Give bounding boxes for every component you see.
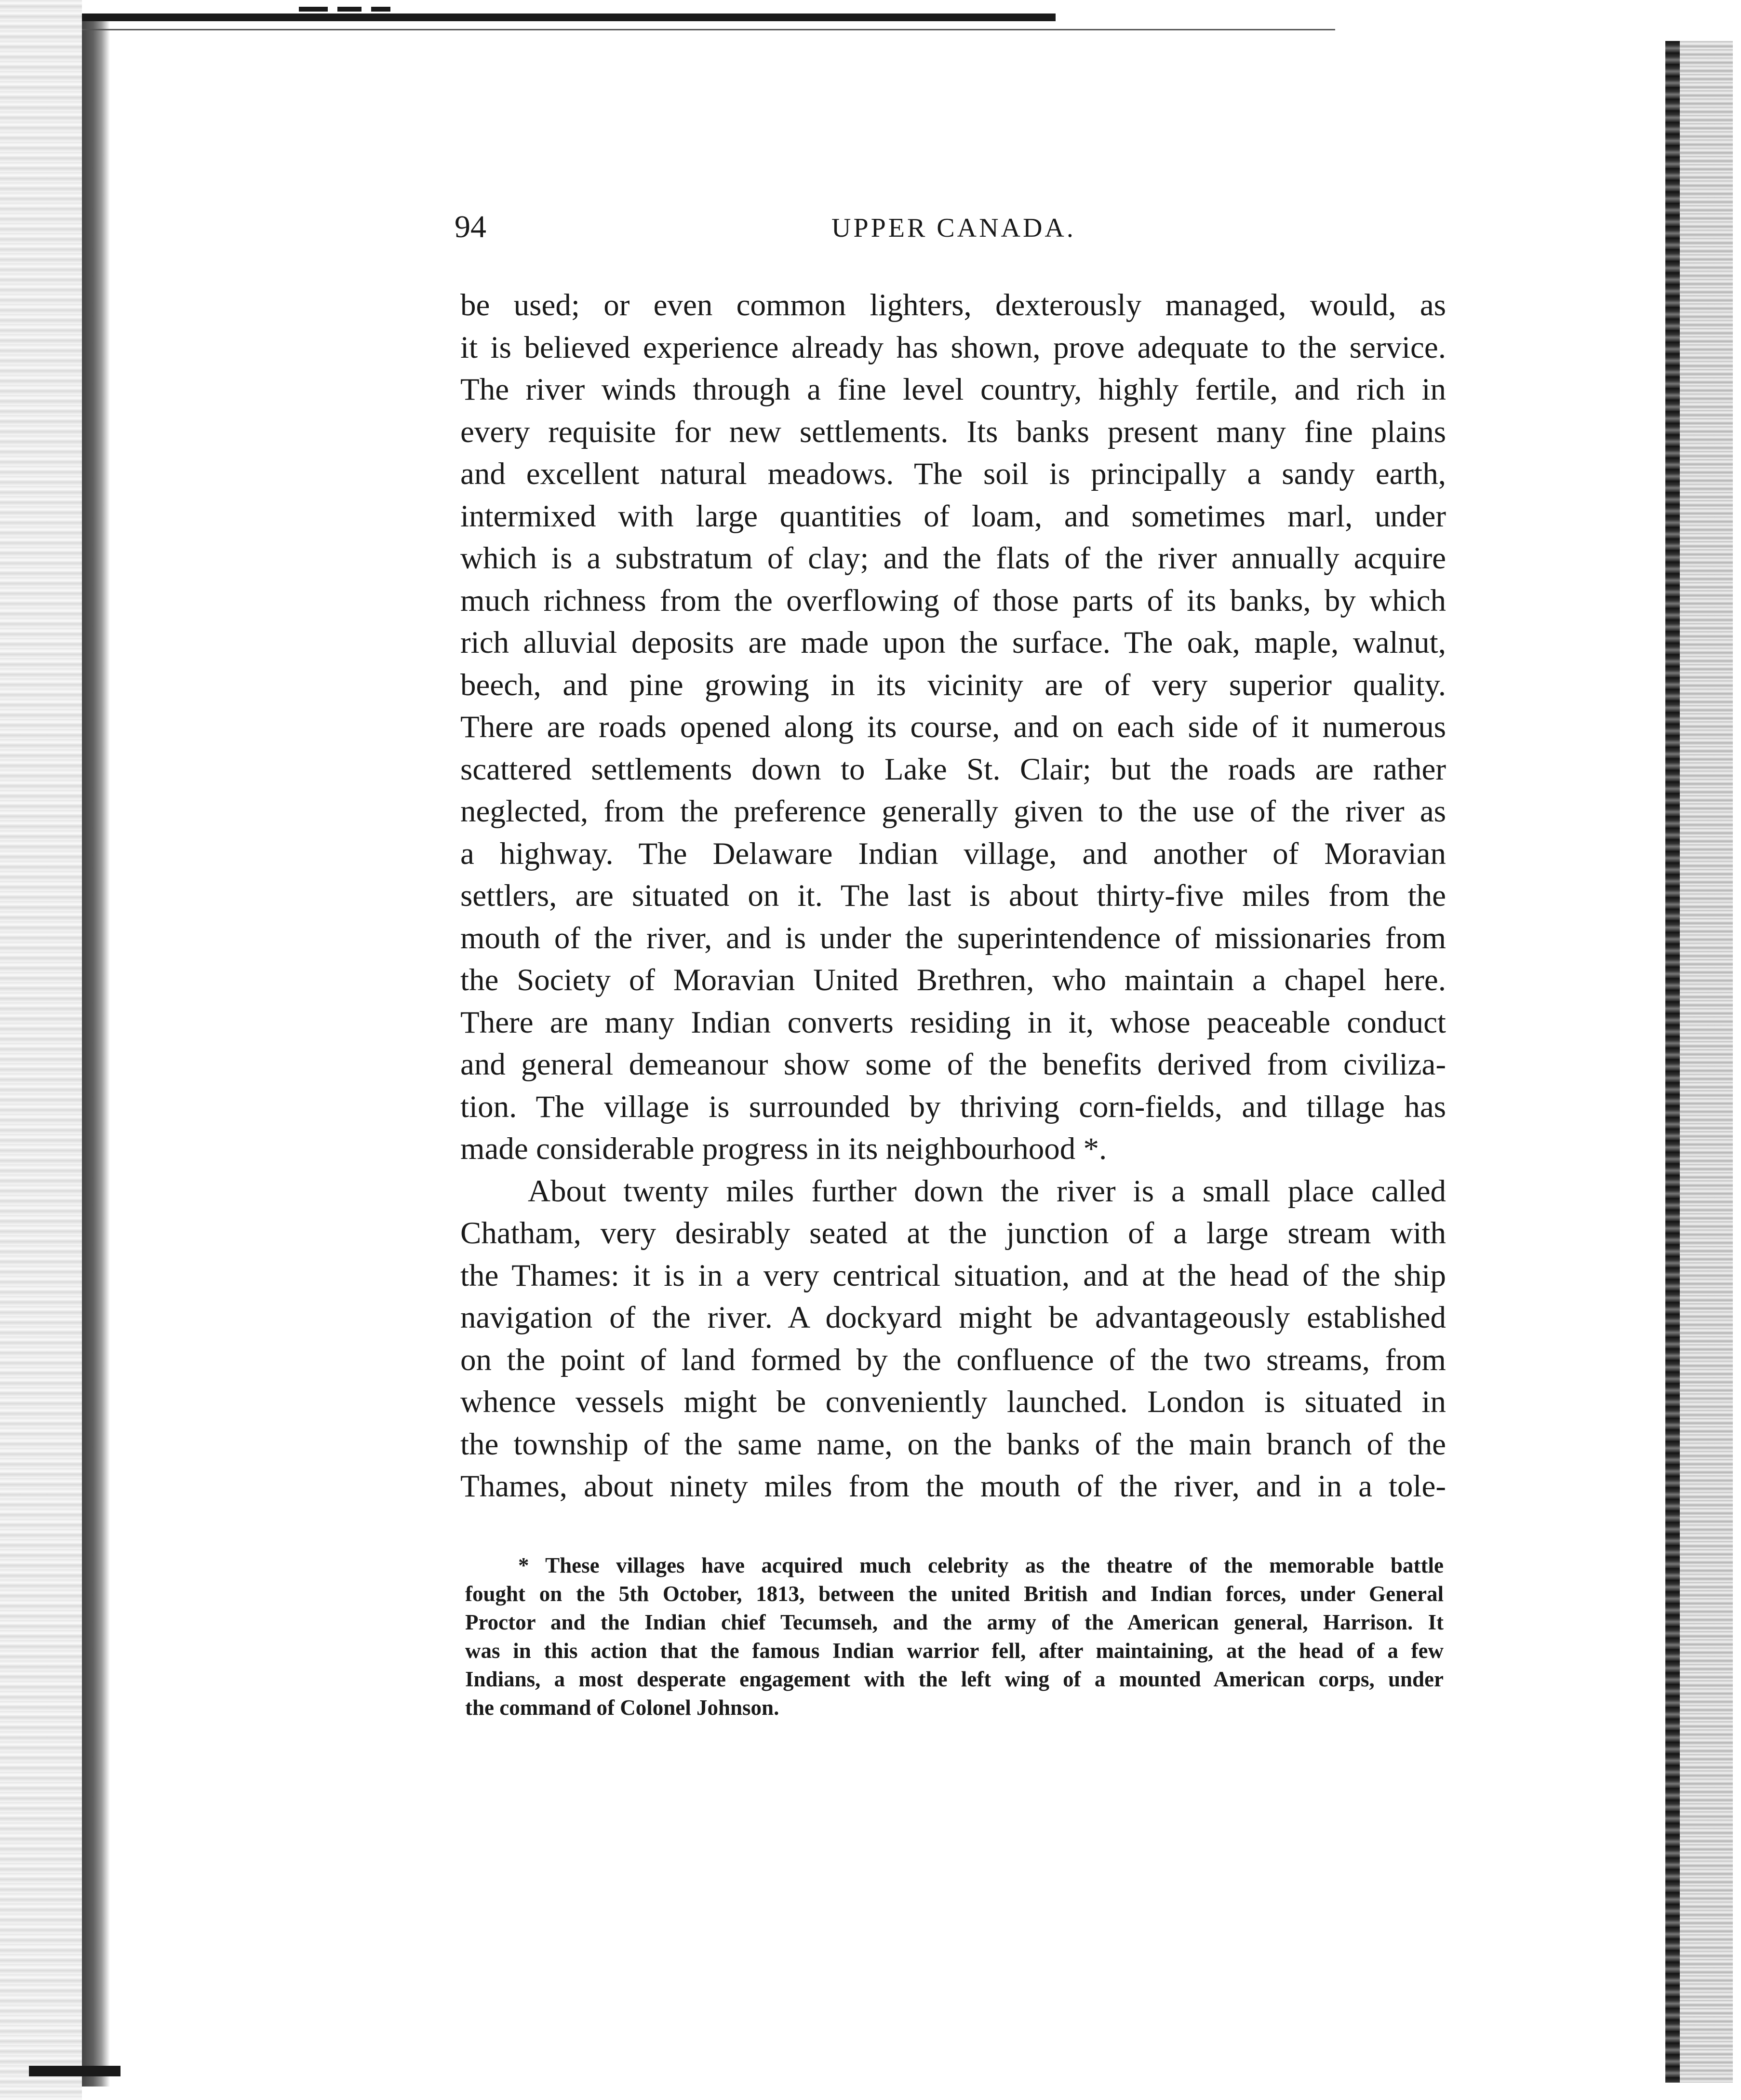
text-line: neglected, from the preference generally given to the use of the river as (460, 794, 1446, 829)
text-line: scattered settlements down to Lake St. Clair; but the roads are rather (460, 752, 1446, 787)
text-line: it is believed experience already has shown, prove adequate to the service. (460, 330, 1446, 365)
text-line: whence vessels might be conveniently launched. London is situated in (460, 1385, 1446, 1419)
text-line: made considerable progress in its neighbourhood *. (460, 1131, 1107, 1166)
text-line: settlers, are situated on it. The last is about thirty-five miles from the (460, 878, 1446, 913)
text-line: the Thames: it is in a very centrical situation, and at the head of the ship (460, 1258, 1446, 1293)
scan-binding-shadow (0, 0, 82, 2100)
footnote-line: Proctor and the Indian chief Tecumseh, and the army of the American general, Harrison. It (465, 1610, 1444, 1634)
top-dash-mark (371, 7, 390, 12)
text-line: rich alluvial deposits are made upon the surface. The oak, maple, walnut, (460, 625, 1446, 660)
text-line: and general demeanour show some of the benefits derived from civiliza- (460, 1047, 1446, 1082)
text-line: Chatham, very desirably seated at the junction of a large stream with (460, 1216, 1446, 1251)
paragraph-start-line: About twenty miles further down the river is a small place called (528, 1173, 1446, 1209)
text-line: beech, and pine growing in its vicinity are of very superior quality. (460, 667, 1446, 702)
text-line: which is a substratum of clay; and the flats of the river annually acquire (460, 541, 1446, 576)
footnote-line: fought on the 5th October, 1813, between the united British and Indian forces, under General (465, 1582, 1444, 1606)
text-line: mouth of the river, and is under the superintendence of missionaries from (460, 920, 1446, 956)
footnote-line: * These villages have acquired much celebrity as the theatre of the memorable battle (518, 1553, 1444, 1577)
text-line: a highway. The Delaware Indian village, and another of Moravian (460, 836, 1446, 871)
binding-base-mark (29, 2066, 121, 2076)
text-line: be used; or even common lighters, dexterously managed, would, as (460, 288, 1446, 323)
running-title: UPPER CANADA. (831, 213, 1076, 243)
footnote (465, 1551, 1444, 1722)
text-line: much richness from the overflowing of those parts of its banks, by which (460, 583, 1446, 618)
text-line: and excellent natural meadows. The soil is principally a sandy earth, (460, 457, 1446, 491)
footnote-line: the command of Colonel Johnson. (465, 1696, 779, 1720)
top-border-thin-rule (82, 29, 1335, 30)
page-edge-right (1665, 41, 1680, 2083)
top-dash-mark (337, 7, 362, 12)
text-line: navigation of the river. A dockyard might be advantageously established (460, 1300, 1446, 1335)
top-dash-mark (299, 7, 328, 12)
text-line: tion. The village is surrounded by thriving corn-fields, and tillage has (460, 1089, 1446, 1124)
binding-edge (82, 13, 110, 2087)
top-border-rule (82, 13, 1056, 21)
text-line: Thames, about ninety miles from the mouth of the river, and in a tole- (460, 1469, 1446, 1504)
page-number: 94 (455, 209, 486, 244)
body-text (460, 284, 1446, 1508)
text-line: the township of the same name, on the banks of the main branch of the (460, 1427, 1446, 1462)
page-edge-right-shadow (1680, 41, 1733, 2083)
text-line: on the point of land formed by the confluence of the two streams, from (460, 1342, 1446, 1377)
footnote-line: Indians, a most desperate engagement with the left wing of a mounted American corps, under (465, 1667, 1444, 1691)
text-line: The river winds through a fine level country, highly fertile, and rich in (460, 372, 1446, 407)
text-line: every requisite for new settlements. Its banks present many fine plains (460, 414, 1446, 449)
text-line: intermixed with large quantities of loam, and sometimes marl, under (460, 498, 1446, 534)
text-line: There are many Indian converts residing in it, whose peaceable conduct (460, 1005, 1446, 1040)
text-line: the Society of Moravian United Brethren, who maintain a chapel here. (460, 963, 1446, 997)
text-line: There are roads opened along its course, and on each side of it numerous (460, 710, 1446, 744)
footnote-line: was in this action that the famous Indian warrior fell, after maintaining, at the head of a few (465, 1639, 1444, 1663)
